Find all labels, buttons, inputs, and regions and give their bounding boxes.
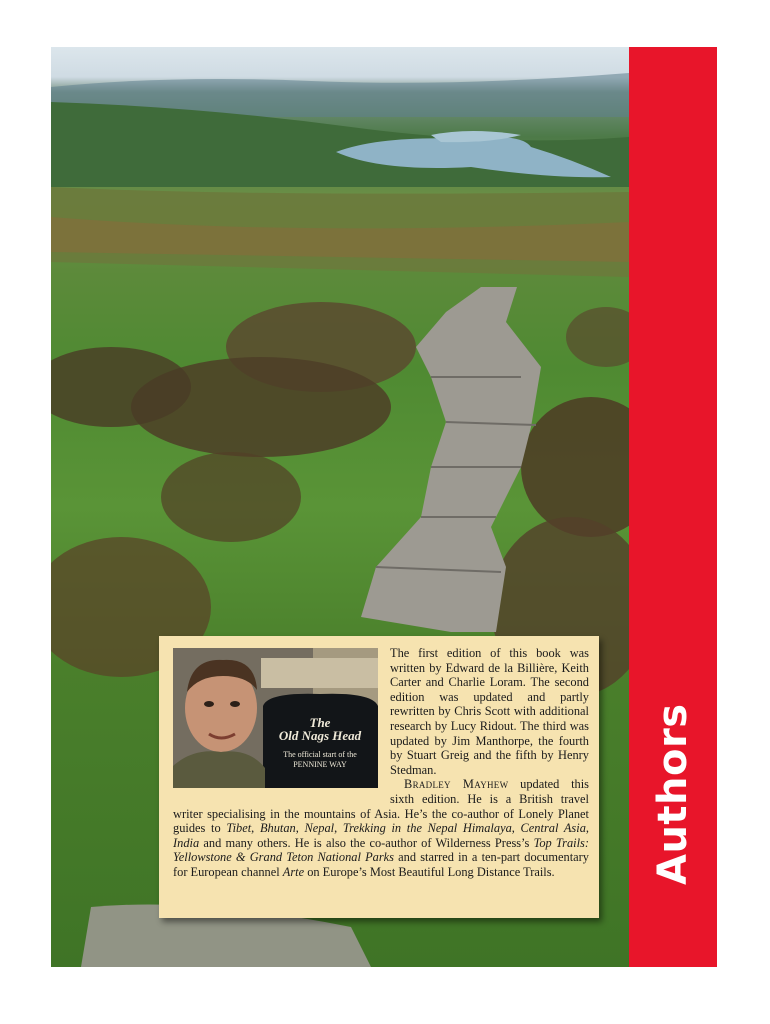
bio-text-2: and many others. He is also the co-author of Wilderness Press’s [199, 835, 534, 850]
title-tibet: Tibet [226, 821, 252, 836]
title-bhutan: Bhutan [259, 821, 296, 836]
title-nepal: Nepal [304, 821, 335, 836]
author-name: Bradley Mayhew [404, 777, 509, 792]
sign-line3: The official start of the [283, 750, 357, 759]
sep-1: , [251, 821, 260, 836]
bio-text-1: updated this sixth edition. He is a British travel writer specialising in the mountains of Asia. He’s the co-author of Lonely Planet guides to [173, 777, 589, 836]
sign-line2: Old Nags Head [278, 728, 362, 743]
sep-3: , [334, 821, 343, 836]
sign-subtitle [266, 750, 374, 770]
author-bio-box [159, 636, 599, 918]
sep-2: , [295, 821, 305, 836]
section-title: Authors [650, 703, 696, 885]
bio-intro-paragraph: The first edition of this book was written by Edward de la Billière, Keith Carter and Charlie Loram. The second edition was updated and partly rewritten by Chris Scott with additional research by Lucy Ridout. The third was updated by Jim Manthorpe, the fourth by Stuart Greig and the fifth by Henry Stedman. [390, 646, 589, 777]
sign-line4: PENNINE WAY [293, 760, 347, 769]
bio-main-paragraph [173, 777, 589, 879]
title-india: India [173, 835, 200, 850]
sep-5: , [585, 821, 590, 836]
author-portrait [173, 648, 378, 788]
title-top-trails: Top Trails: Yellowstone & Grand Teton National Parks [173, 835, 589, 865]
section-sidebar [629, 47, 717, 967]
sign-line1: The [309, 715, 331, 730]
bio-text-4: on Europe’s Most Beautiful Long Distance Trails. [304, 864, 555, 879]
sep-4: , [511, 821, 521, 836]
title-trekking: Trekking in the Nepal Himalaya [342, 821, 512, 836]
title-central-asia: Central Asia [520, 821, 586, 836]
sign-title [266, 716, 374, 742]
bio-text-3: and starred in a ten-part documentary for European channel [173, 850, 589, 879]
title-arte: Arte [282, 864, 305, 879]
